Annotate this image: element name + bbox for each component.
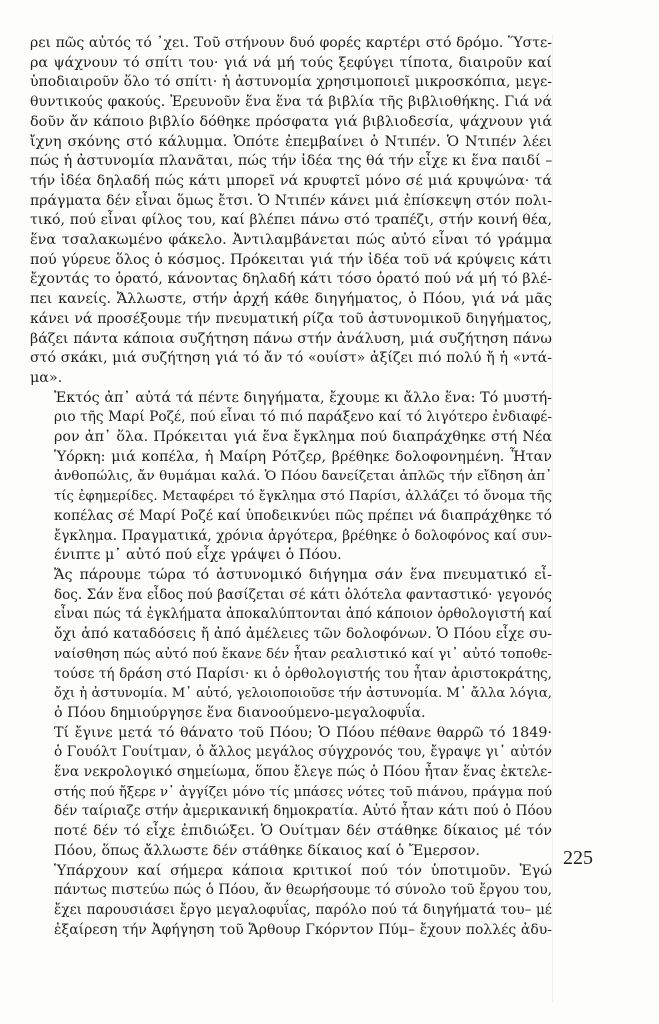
text-line: ποτέ δέν τό εἶχε ἐπιδιώξει. Ὁ Ουίτμαν δέν στάθηκε δίκαιος μέ τόν <box>54 823 552 840</box>
text-line: ὄχι ἀπό καταδόσεις ἤ ἀπό ἀμέλειες τῶν δολοφόνων. Ὁ Πόου εἶχε συ- <box>54 626 552 643</box>
text-line: ἔχοντάς το ὁρατό, κάνοντας δηλαδή κάτι τόσο ὁρατό πού νά μή τό βλέ- <box>30 271 552 288</box>
text-line: ἐξαίρεση τήν Ἀφήγηση τοῦ Ἄρθουρ Γκόρντον Πύμ– ἔχουν πολλές ἀδυ- <box>54 921 552 938</box>
paragraph <box>30 724 552 862</box>
text-line: ἕνα νεκρολογικό σημείωμα, ὅπου ἔλεγε πώς ὁ Πόου ἦταν ἕνας ἐκτελε- <box>54 764 552 781</box>
text-line: πάντως πιστεύω πώς ὁ Πόου, ἄν θεωρήσουμε τό σύνολο τοῦ ἔργου του, <box>54 882 552 899</box>
text-line: ὑποδιαιροῦν ὅλο τό σπίτι· ἡ ἀστυνομία χρησιμοποιεῖ μικροσκόπια, μεγε- <box>30 74 552 91</box>
text-line: τήν ἰδέα δηλαδή πώς κάτι μπορεῖ νά κρυφτεῖ μόνο σέ μιά κρυψώνα· τά <box>30 172 552 189</box>
text-line: ἴχνη σκόνης στό κάλυμμα. Ὁπότε ἐπεμβαίνει ὁ Ντιπέν. Ὁ Ντιπέν λέει <box>30 133 552 150</box>
text-line: τούσε τή δράση στό Παρίσι· κι ὁ ὀρθολογιστής του ἦταν ἀριστοκράτης, <box>54 665 552 682</box>
text-line: ὁ Γουόλτ Γουίτμαν, ὁ ἄλλος μεγάλος σύγχρονός του, ἔγραψε γι᾿ αὐτόν <box>54 744 552 761</box>
paragraph <box>30 862 552 941</box>
text-line: Ἐκτός ἀπ᾿ αὐτά τά πέντε διηγήματα, ἔχουμε κι ἄλλο ἕνα: Τό μυστή- <box>54 389 552 406</box>
text-line: πώς ἡ ἀστυνομία πλανᾶται, πώς τήν ἰδέα της θά τήν εἶχε κι ἕνα παιδί – <box>30 153 553 170</box>
text-line: δοῦν ἄν κάποιο βιβλίο δόθηκε πρόσφατα γιά βιβλιοδεσία, ψάχνουν γιά <box>30 113 552 130</box>
text-line: ρει πῶς αὐτός τό ᾿χει. Τοῦ στήνουν δυό φορές καρτέρι στό δρόμο. Ὕστε- <box>30 35 552 51</box>
text-line: κάνει νά προσέξουμε τήν πνευματική ρίζα τοῦ ἀστυνομικοῦ διηγήματος, <box>30 310 552 327</box>
text-line: ὄχι ἡ ἀστυνομία. Μ᾿ αὐτό, γελοιοποιοῦσε τήν ἀστυνομία. Μ᾿ ἄλλα λόγια, <box>54 686 552 702</box>
text-line: πράγματα δέν εἶναι ὅμως ἔτσι. Ὁ Ντιπέν κάνει μιά ἐπίσκεψη στόν πολι- <box>30 192 552 209</box>
text-line: ένιπτε μ᾿ αὐτό πού εἶχε γράψει ὁ Πόου. <box>54 547 342 564</box>
paragraph <box>30 389 552 566</box>
text-line: ρον ἀπ᾿ ὅλα. Πρόκειται γιά ἕνα ἔγκλημα πού διαπράχθηκε στή Νέα <box>54 429 552 446</box>
text-line: πει κανείς. Ἄλλωστε, στήν ἀρχή κάθε διηγήματος, ὁ Πόου, γιά νά μᾶς <box>30 291 552 308</box>
text-line: Ὑόρκη: μιά κοπέλα, ἡ Μαίρη Ρότζερ, βρέθηκε δολοφονημένη. Ἦταν <box>54 448 552 465</box>
text-line: ναίσθηση πώς αὐτό πού ἔκανε δέν ἦταν ρεαλιστικό καί γι᾿ αὐτό τοποθε- <box>54 646 552 662</box>
text-line: ριο τῆς Μαρί Ροζέ, πού εἶναι τό πιό παράξενο καί τό λιγότερο ἐνδιαφέ- <box>54 409 552 426</box>
text-line: Ὑπάρχουν καί σήμερα κάποια κριτικοί πού τόν ὑποτιμοῦν. Ἐγώ <box>54 862 552 879</box>
text-line: πού γύρευε ὅλος ὁ κόσμος. Πρόκειται γιά τήν ἰδέα τοῦ νά κρύψεις κάτι <box>30 251 552 268</box>
text-line: ἕνα τσαλακωμένο φάκελο. Ἀντιλαμβάνεται πώς αὐτό εἶναι τό γράμμα <box>30 232 552 249</box>
text-line: ἔγκλημα. Πραγματικά, χρόνια ἀργότερα, βρέθηκε ὁ δολοφόνος καί συν- <box>54 527 552 544</box>
text-line: θυντικούς φακούς. Ἐρευνοῦν ἕνα ἕνα τά βιβλία τῆς βιβλιοθήκης. Γιά νά <box>30 94 552 111</box>
text-line: δος. Σάν ἕνα εἶδος πού βασίζεται σέ κάτι ὁλότελα φανταστικό· γεγονός <box>54 586 552 603</box>
text-line: μα». <box>30 369 63 386</box>
text-line: βάζει πάντα κάποια συζήτηση πάνω στήν ἀνάλυση, μιά συζήτηση πάνω <box>30 330 552 347</box>
text-line: Ἄς πάρουμε τώρα τό ἀστυνομικό διήγημα σάν ἕνα πνευματικό εἶ- <box>54 566 552 583</box>
book-page-text <box>30 34 552 940</box>
text-line: εἶναι πώς τά ἐγκλήματα ἀποκαλύπτονται ἀπό κάποιον ὀρθολογιστή καί <box>54 606 552 623</box>
text-line: ρα ψάχνουν τό σπίτι του· γιά νά μή τούς ξεφύγει τίποτα, διαιροῦν καί <box>30 54 552 71</box>
text-line: τίς ἐφημερίδες. Μεταφέρει τό ἔγκλημα στό Παρίσι, ἀλλάζει τό ὄνομα τῆς <box>54 489 552 505</box>
text-line: Πόου, ὅπως ἄλλωστε δέν στάθηκε δίκαιος καί ὁ Ἔμερσον. <box>54 842 480 859</box>
text-line: ἀνθοπώλις, ἄν θυμάμαι καλά. Ὁ Πόου δανείζεται ἁπλῶς τήν εἴδηση ἀπ᾿ <box>54 468 552 485</box>
text-line: ὁ Πόου δημιούργησε ἕνα διανοούμενο-μεγαλοφυΐα. <box>54 704 426 721</box>
text-line: ἔχει παρουσιάσει ἔργο μεγαλοφυΐας, παρόλο πού τά διηγήματά του– μέ <box>54 901 552 918</box>
page-edge-line <box>552 34 553 1002</box>
paragraph <box>30 566 552 724</box>
text-line: στής πού ἤξερε ν᾿ ἀγγίζει μόνο τίς μπάσες νότες τοῦ πιάνου, πράγμα πού <box>54 784 552 800</box>
text-line: δέν ταίριαζε στήν ἀμερικανική δημοκρατία. Αὐτό ἦταν κάτι πού ὁ Πόου <box>54 803 552 820</box>
text-line: κοπέλας σέ Μαρί Ροζέ καί ὑποδεικνύει πῶς πρέπει νά διαπράχθηκε τό <box>54 507 552 524</box>
text-line: στό σκάκι, μιά συζήτηση γιά τό ἄν τό «ουίστ» ἀξίζει πιό πολύ ἤ ἡ «ντά- <box>30 350 552 367</box>
text-line: τικό, πού εἶναι φίλος του, καί βλέπει πάνω στό τραπέζι, στήν κοινή θέα, <box>30 212 552 229</box>
text-line: Τί ἔγινε μετά τό θάνατο τοῦ Πόου; Ὁ Πόου πέθανε θαρρῶ τό 1849· <box>54 724 552 741</box>
paragraph <box>30 34 552 389</box>
page-number: 225 <box>563 847 593 869</box>
